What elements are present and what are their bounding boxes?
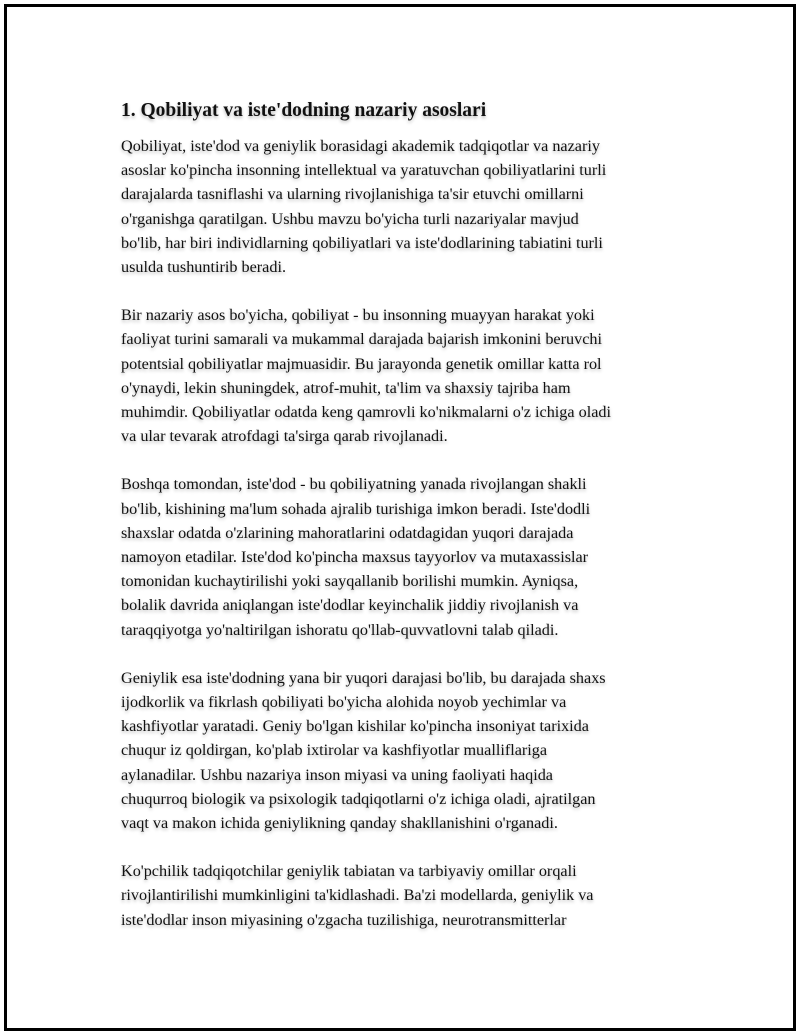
text-line: aylanadilar. Ushbu nazariya inson miyasi va uning faoliyati haqida: [121, 765, 553, 784]
text-line: bolalik davrida aniqlangan iste'dodlar keyinchalik jiddiy rivojlanish va: [121, 596, 579, 615]
section-heading: 1. Qobiliyat va iste'dodning nazariy asoslari: [121, 100, 487, 121]
paragraph-3: [121, 472, 687, 641]
paragraph-1: [121, 134, 687, 279]
document-body: [121, 98, 687, 956]
paragraph-5: [121, 859, 687, 932]
text-line: potentsial qobiliyatlar majmuasidir. Bu jarayonda genetik omillar katta rol: [121, 354, 602, 373]
text-line: kashfiyotlar yaratadi. Geniy bo'lgan kishilar ko'pincha insoniyat tarixida: [121, 717, 589, 736]
text-line: tomonidan kuchaytirilishi yoki sayqallanib borilishi mumkin. Ayniqsa,: [121, 572, 579, 591]
text-line: shaxslar odatda o'zlarining mahoratlarini odatdagidan yuqori darajada: [121, 523, 574, 542]
paragraph-2: [121, 303, 687, 448]
text-line: Boshqa tomondan, iste'dod - bu qobiliyatning yanada rivojlangan shakli: [121, 475, 587, 494]
text-line: rivojlantirilishi mumkinligini ta'kidlashadi. Ba'zi modellarda, geniylik va: [121, 886, 594, 905]
text-line: faoliyat turini samarali va mukammal darajada bajarish imkonini beruvchi: [121, 330, 602, 349]
text-line: bo'lib, har biri individlarning qobiliyatlari va iste'dodlarining tabiatini turli: [121, 233, 603, 252]
paragraph-4: [121, 666, 687, 835]
text-line: usulda tushuntirib beradi.: [121, 258, 286, 277]
page-frame: [4, 4, 796, 1031]
text-line: bo'lib, kishining ma'lum sohada ajralib turishiga imkon beradi. Iste'dodli: [121, 499, 591, 518]
text-line: darajalarda tasniflashi va ularning rivojlanishiga ta'sir etuvchi omillarni: [121, 185, 584, 204]
text-line: asoslar ko'pincha insonning intellektual va yaratuvchan qobiliyatlarini turli: [121, 161, 607, 180]
text-line: chuqurroq biologik va psixologik tadqiqotlarni o'z ichiga oladi, ajratilgan: [121, 789, 596, 808]
text-line: taraqqiyotga yo'naltirilgan ishoratu qo'llab-quvvatlovni talab qiladi.: [121, 620, 559, 639]
text-line: Ko'pchilik tadqiqotchilar geniylik tabiatan va tarbiyaviy omillar orqali: [121, 862, 577, 881]
text-line: namoyon etadilar. Iste'dod ko'pincha maxsus tayyorlov va mutaxassislar: [121, 548, 589, 567]
text-line: Bir nazariy asos bo'yicha, qobiliyat - bu insonning muayyan harakat yoki: [121, 306, 595, 325]
text-line: o'rganishga qaratilgan. Ushbu mavzu bo'yicha turli nazariyalar mavjud: [121, 209, 579, 228]
text-line: Geniylik esa iste'dodning yana bir yuqori darajasi bo'lib, bu darajada shaxs: [121, 668, 606, 687]
text-line: muhimdir. Qobiliyatlar odatda keng qamrovli ko'nikmalarni o'z ichiga oladi: [121, 403, 611, 422]
text-line: vaqt va makon ichida geniylikning qanday shakllanishini o'rganadi.: [121, 814, 558, 833]
text-line: Qobiliyat, iste'dod va geniylik borasidagi akademik tadqiqotlar va nazariy: [121, 137, 600, 155]
text-line: o'ynaydi, lekin shuningdek, atrof-muhit, ta'lim va shaxsiy tajriba ham: [121, 378, 571, 397]
text-line: chuqur iz qoldirgan, ko'plab ixtirolar va kashfiyotlar mualliflariga: [121, 741, 548, 760]
text-line: iste'dodlar inson miyasining o'zgacha tuzilishiga, neurotransmitterlar: [121, 910, 567, 929]
text-line: va ular tevarak atrofdagi ta'sirga qarab rivojlanadi.: [121, 427, 448, 446]
text-line: ijodkorlik va fikrlash qobiliyati bo'yicha alohida noyob yechimlar va: [121, 693, 567, 712]
